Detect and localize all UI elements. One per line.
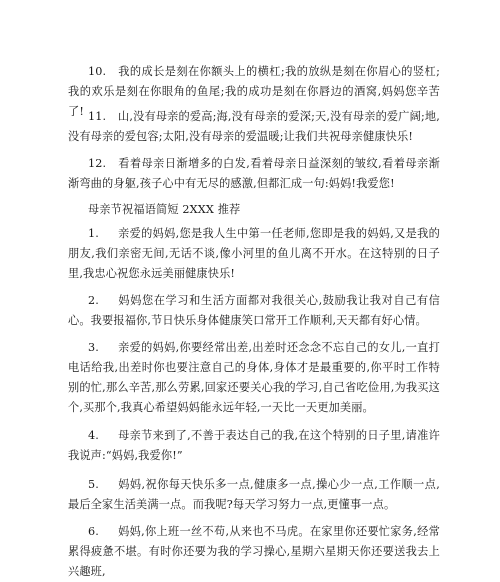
section-heading: 母亲节祝福语简短 2XXX 推荐 <box>88 203 241 216</box>
item-text: 亲爱的妈妈,您是我人生中第一任老师,您即是我的妈妈,又是我的朋友,我们亲密无间,无话不谈,像小河里的鱼儿离不开水。在这特别的日子里,我忠心祝您永远美丽健康快乐! <box>68 227 440 280</box>
item-text: 我的成长是刻在你额头上的横杠;我的放纵是刻在你眉心的竖杠;我的欢乐是刻在你眼角的鱼尾;我的成功是刻在你唇边的酒窝,妈妈您辛苦了! <box>68 65 440 118</box>
item-number: 4. <box>88 429 99 442</box>
item-text: 妈妈您在学习和生活方面都对我很关心,鼓励我让我对自己有信心。我要报福你,节日快乐身体健康笑口常开工作顺利,天天都有好心情。 <box>68 294 440 327</box>
paragraph-item-4 <box>68 426 440 466</box>
paragraph-item-2 <box>68 291 440 331</box>
item-number: 3. <box>88 341 99 354</box>
item-number: 10. <box>88 65 107 78</box>
item-number: 12. <box>88 157 107 170</box>
paragraph-item-1 <box>68 224 440 284</box>
item-text: 母亲节来到了,不善于表达自己的我,在这个特别的日子里,请准许我说声:“妈妈,我爱你!” <box>68 429 440 462</box>
item-number: 1. <box>88 227 99 240</box>
paragraph-item-12 <box>68 154 440 194</box>
paragraph-item-3 <box>68 338 440 418</box>
item-number: 6. <box>88 525 99 538</box>
item-number: 2. <box>88 294 99 307</box>
item-text: 妈妈,你上班一丝不苟,从来也不马虎。在家里你还要忙家务,经常累得疲惫不堪。有时你还要为我的学习操心,星期六星期天你还要送我去上兴趣班, <box>68 525 440 578</box>
paragraph-item-5 <box>68 475 440 515</box>
item-number: 11. <box>88 110 107 123</box>
item-text: 山,没有母亲的爱高;海,没有母亲的爱深;天,没有母亲的爱广阔;地,没有母亲的爱包容;太阳,没有母亲的爱温暖;让我们共祝母亲健康快乐! <box>68 110 440 143</box>
item-text: 妈妈,祝你每天快乐多一点,健康多一点,操心少一点,工作顺一点,最后全家生活美满一点。而我呢?每天学习努力一点,更懂事一点。 <box>68 478 440 511</box>
paragraph-item-11 <box>68 107 440 147</box>
item-number: 5. <box>88 478 99 491</box>
item-text: 看着母亲日渐增多的白发,看着母亲日益深刻的皱纹,看着母亲渐渐弯曲的身躯,孩子心中有无尽的感激,但都汇成一句:妈妈!我爱您! <box>68 157 440 190</box>
paragraph-item-6 <box>68 522 440 582</box>
item-text: 亲爱的妈妈,你要经常出差,出差时还念念不忘自己的女儿,一直打电话给我,出差时你也要注意自己的身体,身体才是最重要的,你平时工作特别的忙,那么辛苦,那么劳累,回家还要关心我的学习,自己省吃俭用,为我买这个,买那个,我真心希望妈妈能永远年轻,一天比一天更加美丽。 <box>68 341 440 414</box>
